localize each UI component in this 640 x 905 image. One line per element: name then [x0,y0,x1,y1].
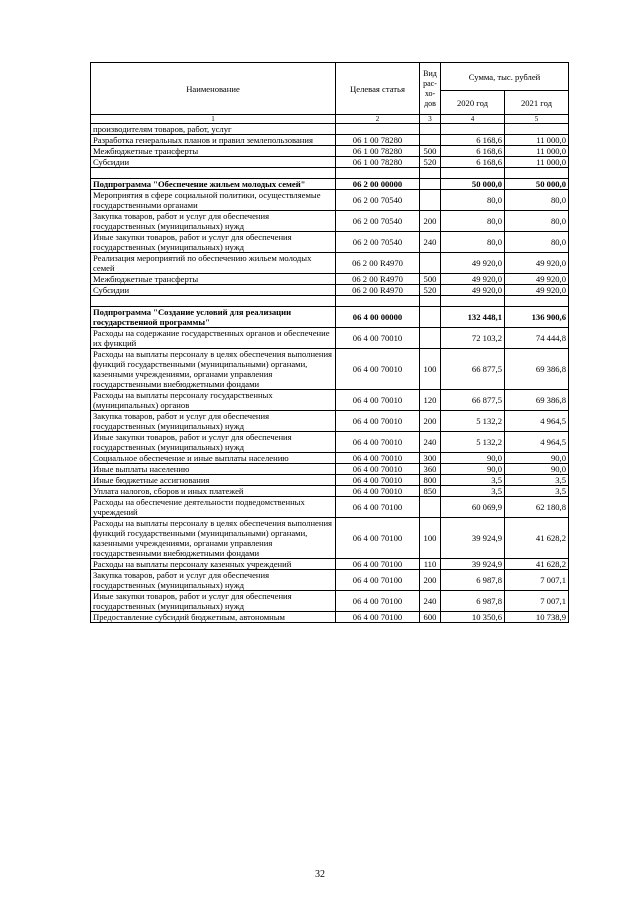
row-target-code: 06 4 00 70100 [336,518,420,559]
row-name: Расходы на выплаты персоналу казенных учреждений [91,559,336,570]
table-row [91,570,569,591]
row-expense-type: 200 [420,211,441,232]
row-amount-2021: 49 920,0 [505,285,569,296]
row-amount-2020: 60 069,9 [441,497,505,518]
row-amount-2020: 132 448,1 [441,307,505,328]
table-row [91,274,569,285]
row-amount-2021: 7 007,1 [505,570,569,591]
row-expense-type: 800 [420,475,441,486]
row-name: Межбюджетные трансферты [91,274,336,285]
column-number: 2 [336,115,420,124]
row-name: Социальное обеспечение и иные выплаты населению [91,453,336,464]
header-year-2020: 2020 год [441,91,505,115]
row-amount-2021: 69 386,8 [505,349,569,390]
row-amount-2021: 136 900,6 [505,307,569,328]
row-expense-type [420,179,441,190]
row-name: Реализация мероприятий по обеспечению жильем молодых семей [91,253,336,274]
row-expense-type [420,328,441,349]
row-target-code: 06 1 00 78280 [336,157,420,168]
row-target-code [336,168,420,179]
row-target-code: 06 2 00 R4970 [336,274,420,285]
row-expense-type: 600 [420,612,441,623]
row-expense-type: 110 [420,559,441,570]
row-target-code: 06 4 00 70010 [336,432,420,453]
row-name [91,168,336,179]
row-expense-type [420,253,441,274]
row-amount-2021: 11 000,0 [505,146,569,157]
row-amount-2020: 90,0 [441,464,505,475]
row-name: Иные бюджетные ассигнования [91,475,336,486]
row-name: Закупка товаров, работ и услуг для обеспечения государственных (муниципальных) нужд [91,411,336,432]
row-amount-2020: 72 103,2 [441,328,505,349]
row-target-code: 06 4 00 70100 [336,570,420,591]
row-expense-type [420,168,441,179]
spacer-row [91,168,569,179]
row-name: Межбюджетные трансферты [91,146,336,157]
row-amount-2020: 39 924,9 [441,559,505,570]
row-target-code: 06 2 00 00000 [336,179,420,190]
table-row [91,559,569,570]
table-row [91,411,569,432]
row-amount-2021: 90,0 [505,464,569,475]
row-name: Иные выплаты населению [91,464,336,475]
row-name: Иные закупки товаров, работ и услуг для обеспечения государственных (муниципальных) нужд [91,432,336,453]
row-target-code: 06 4 00 70010 [336,349,420,390]
row-amount-2020: 6 168,6 [441,135,505,146]
row-expense-type: 500 [420,274,441,285]
budget-table-page [90,62,568,623]
row-name: Предоставление субсидий бюджетным, автономным [91,612,336,623]
table-row [91,475,569,486]
row-name: Расходы на содержание государственных органов и обеспечение их функций [91,328,336,349]
table-row [91,390,569,411]
row-target-code: 06 4 00 70010 [336,328,420,349]
table-row [91,591,569,612]
row-name: Закупка товаров, работ и услуг для обеспечения государственных (муниципальных) нужд [91,211,336,232]
row-amount-2021: 11 000,0 [505,157,569,168]
row-amount-2020: 80,0 [441,190,505,211]
row-target-code: 06 2 00 70540 [336,232,420,253]
header-year-2021: 2021 год [505,91,569,115]
row-name: Субсидии [91,285,336,296]
row-amount-2020 [441,168,505,179]
row-amount-2021: 41 628,2 [505,518,569,559]
row-amount-2021: 4 964,5 [505,432,569,453]
row-amount-2020: 80,0 [441,211,505,232]
row-expense-type [420,190,441,211]
table-row [91,453,569,464]
row-amount-2020: 6 168,6 [441,157,505,168]
row-target-code: 06 1 00 78280 [336,146,420,157]
table-body [91,124,569,623]
row-target-code: 06 4 00 70010 [336,411,420,432]
row-name: Уплата налогов, сборов и иных платежей [91,486,336,497]
table-row [91,285,569,296]
header-name: Наименование [91,63,336,115]
table-row [91,518,569,559]
row-name: Расходы на выплаты персоналу государственных (муниципальных) органов [91,390,336,411]
table-row [91,328,569,349]
header-vid: Вид рас-хо-дов [420,63,441,115]
row-target-code: 06 4 00 70100 [336,612,420,623]
table-row [91,146,569,157]
column-number: 5 [505,115,569,124]
row-amount-2021: 49 920,0 [505,253,569,274]
row-expense-type: 500 [420,146,441,157]
row-target-code [336,296,420,307]
row-target-code: 06 2 00 R4970 [336,285,420,296]
table-row [91,349,569,390]
row-name: Мероприятия в сфере социальной политики, осуществляемые государственными органами [91,190,336,211]
table-row [91,464,569,475]
row-name: Расходы на обеспечение деятельности подведомственных учреждений [91,497,336,518]
row-amount-2021: 3,5 [505,486,569,497]
row-target-code: 06 4 00 70010 [336,390,420,411]
row-expense-type [420,497,441,518]
row-amount-2020: 3,5 [441,486,505,497]
row-amount-2020: 6 168,6 [441,146,505,157]
row-amount-2020: 66 877,5 [441,349,505,390]
row-amount-2020: 49 920,0 [441,274,505,285]
row-amount-2020: 5 132,2 [441,432,505,453]
table-row [91,179,569,190]
row-expense-type: 100 [420,349,441,390]
row-expense-type: 520 [420,285,441,296]
table-row [91,135,569,146]
row-amount-2020: 90,0 [441,453,505,464]
row-amount-2020 [441,296,505,307]
table-row [91,157,569,168]
row-expense-type: 200 [420,570,441,591]
row-amount-2020: 80,0 [441,232,505,253]
row-expense-type: 850 [420,486,441,497]
row-amount-2021: 49 920,0 [505,274,569,285]
row-expense-type [420,135,441,146]
table-row [91,253,569,274]
row-amount-2021: 62 180,8 [505,497,569,518]
row-amount-2021: 10 738,9 [505,612,569,623]
row-target-code: 06 4 00 70010 [336,453,420,464]
row-name: Подпрограмма "Создание условий для реализации государственной программы" [91,307,336,328]
row-name: Иные закупки товаров, работ и услуг для обеспечения государственных (муниципальных) нужд [91,232,336,253]
row-target-code: 06 4 00 70100 [336,591,420,612]
row-target-code: 06 1 00 78280 [336,135,420,146]
row-amount-2021 [505,296,569,307]
row-name: Разработка генеральных планов и правил землепользования [91,135,336,146]
row-expense-type: 300 [420,453,441,464]
table-row [91,612,569,623]
table-row [91,497,569,518]
row-target-code: 06 2 00 R4970 [336,253,420,274]
row-amount-2020: 3,5 [441,475,505,486]
row-target-code [336,124,420,135]
row-name: Субсидии [91,157,336,168]
row-target-code: 06 2 00 70540 [336,211,420,232]
row-expense-type: 360 [420,464,441,475]
row-name: Расходы на выплаты персоналу в целях обеспечения выполнения функций государственными (муниципальными) органами, казенными учреждениями, органами управления государственными внебюджетными фондами [91,349,336,390]
row-name [91,296,336,307]
row-amount-2020: 39 924,9 [441,518,505,559]
row-target-code: 06 4 00 70010 [336,475,420,486]
row-amount-2021: 50 000,0 [505,179,569,190]
row-amount-2020: 49 920,0 [441,253,505,274]
row-expense-type [420,124,441,135]
row-amount-2021: 90,0 [505,453,569,464]
row-amount-2021: 80,0 [505,211,569,232]
row-amount-2021: 80,0 [505,232,569,253]
row-amount-2020: 5 132,2 [441,411,505,432]
row-target-code: 06 4 00 70010 [336,464,420,475]
row-expense-type [420,307,441,328]
budget-table [90,62,569,623]
row-expense-type: 240 [420,432,441,453]
row-expense-type: 200 [420,411,441,432]
row-expense-type: 240 [420,232,441,253]
row-target-code: 06 2 00 70540 [336,190,420,211]
row-expense-type [420,296,441,307]
column-number: 1 [91,115,336,124]
row-target-code: 06 4 00 00000 [336,307,420,328]
row-amount-2021: 11 000,0 [505,135,569,146]
row-amount-2020 [441,124,505,135]
row-name: Закупка товаров, работ и услуг для обеспечения государственных (муниципальных) нужд [91,570,336,591]
row-expense-type: 520 [420,157,441,168]
table-row [91,307,569,328]
spacer-row [91,296,569,307]
column-number: 3 [420,115,441,124]
header-sum: Сумма, тыс. рублей [441,63,569,91]
row-target-code: 06 4 00 70010 [336,486,420,497]
page-number: 32 [315,869,325,880]
row-expense-type: 120 [420,390,441,411]
row-amount-2021: 80,0 [505,190,569,211]
table-row [91,211,569,232]
row-amount-2021: 74 444,8 [505,328,569,349]
header-code: Целевая статья [336,63,420,115]
row-name: Иные закупки товаров, работ и услуг для обеспечения государственных (муниципальных) нужд [91,591,336,612]
row-amount-2020: 49 920,0 [441,285,505,296]
table-row [91,232,569,253]
row-amount-2021: 7 007,1 [505,591,569,612]
row-amount-2020: 6 987,8 [441,591,505,612]
row-amount-2021 [505,168,569,179]
column-number: 4 [441,115,505,124]
row-amount-2021: 41 628,2 [505,559,569,570]
row-name: Расходы на выплаты персоналу в целях обеспечения выполнения функций государственными (муниципальными) органами, казенными учреждениями, органами управления государственными внебюджетными фондами [91,518,336,559]
row-amount-2021: 69 386,8 [505,390,569,411]
row-amount-2020: 10 350,6 [441,612,505,623]
table-row [91,124,569,135]
row-amount-2021 [505,124,569,135]
row-expense-type: 240 [420,591,441,612]
row-expense-type: 100 [420,518,441,559]
table-row [91,190,569,211]
row-name: производителям товаров, работ, услуг [91,124,336,135]
table-row [91,432,569,453]
row-amount-2020: 50 000,0 [441,179,505,190]
table-row [91,486,569,497]
row-target-code: 06 4 00 70100 [336,559,420,570]
row-amount-2020: 66 877,5 [441,390,505,411]
row-name: Подпрограмма "Обеспечение жильем молодых семей" [91,179,336,190]
row-amount-2020: 6 987,8 [441,570,505,591]
row-amount-2021: 3,5 [505,475,569,486]
row-target-code: 06 4 00 70100 [336,497,420,518]
row-amount-2021: 4 964,5 [505,411,569,432]
